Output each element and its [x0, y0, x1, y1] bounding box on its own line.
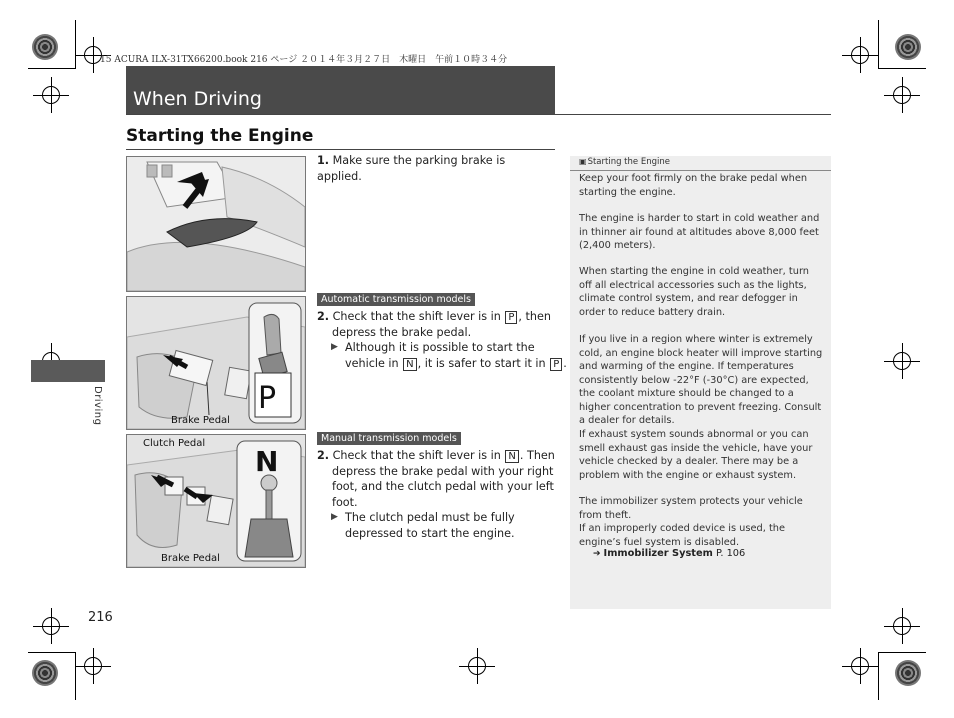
brake-pedal-label: Brake Pedal [161, 553, 220, 564]
manual-clutch-illustration [126, 434, 306, 568]
bullet-text: , it is safer to start it in [417, 356, 546, 370]
step-text: Make sure the parking brake is applied. [317, 154, 506, 183]
step-2-automatic [317, 309, 567, 340]
reference-arrow-icon: ➔ [593, 549, 601, 559]
crosshair-mark [851, 46, 869, 64]
gear-key-n: N [403, 358, 416, 371]
note-paragraph: The immobilizer system protects your vehicle from theft. [579, 496, 803, 521]
crosshair-mark [468, 657, 486, 675]
note-paragraph: If exhaust system sounds abnormal or you can smell exhaust gas inside the vehicle, have your vehicle checked by a dealer. There may be a problem with the engine or exhaust system. [579, 429, 813, 481]
registration-rosette-bottom-right [895, 660, 921, 686]
parking-brake-drawing [127, 157, 305, 291]
note-paragraph: If you live in a region where winter is extremely cold, an engine block heater will improve starting and warming of the engine. If temperatures consistently below -22°F (-30°C) are expected, the coolant mixture should be changed to a higher concentration to prevent freezing. Consult a dealer for details. [579, 334, 823, 426]
step-1 [317, 153, 552, 184]
registration-rosette-top-right [895, 34, 921, 60]
automatic-pedal-drawing [127, 297, 305, 429]
note-paragraph: The engine is harder to start in cold weather and in thinner air found at altitudes above 8,000 feet (2,400 meters). [579, 213, 820, 251]
step-number: 2. [317, 449, 330, 462]
manual-models-tag: Manual transmission models [317, 432, 461, 445]
crosshair-mark [851, 657, 869, 675]
registration-rosette-top-left [32, 34, 58, 60]
crosshair-mark [893, 352, 911, 370]
gear-key-p: P [550, 358, 562, 371]
header-rule [126, 114, 831, 115]
step-text: Check that the shift lever is in [332, 310, 501, 323]
crosshair-mark [893, 617, 911, 635]
step-2-manual [317, 448, 567, 510]
gear-key-p: P [505, 311, 517, 324]
gear-n-indicator: N [255, 445, 279, 478]
crosshair-mark [42, 617, 60, 635]
note-paragraph: If an improperly coded device is used, the engine’s fuel system is disabled. [579, 523, 786, 548]
step-number: 2. [317, 310, 330, 323]
chapter-side-label: Driving [92, 386, 103, 426]
bullet-text: . [563, 356, 567, 370]
crosshair-mark [893, 86, 911, 104]
crosshair-mark [42, 86, 60, 104]
parking-brake-illustration [126, 156, 306, 292]
registration-rosette-bottom-left [32, 660, 58, 686]
crosshair-mark [84, 657, 102, 675]
print-info: 15 ACURA ILX-31TX66200.book 216 ページ ２０１４年３月２７日 木曜日 午前１０時３４分 [100, 55, 508, 65]
section-rule [126, 149, 555, 150]
step-text: Check that the shift lever is in [332, 449, 501, 462]
manual-note-bullet: ▶ The clutch pedal must be fully depressed to start the engine. [331, 510, 567, 541]
clutch-pedal-label: Clutch Pedal [143, 438, 206, 449]
gear-key-n: N [505, 450, 518, 463]
chapter-side-tab [31, 360, 105, 382]
note-paragraph: When starting the engine in cold weather, turn off all electrical accessories such as the lights, climate control system, and rear defogger in order to reduce battery drain. [579, 266, 810, 318]
reference-page: P. 106 [715, 548, 746, 559]
section-title: Starting the Engine [126, 126, 314, 146]
chapter-title: When Driving [133, 88, 262, 110]
immobilizer-reference-link[interactable] [593, 548, 745, 559]
automatic-note-bullet [331, 340, 567, 371]
step-number: 1. [317, 154, 330, 167]
automatic-models-tag: Automatic transmission models [317, 293, 475, 306]
note-paragraph: Keep your foot firmly on the brake pedal when starting the engine. [579, 173, 808, 198]
page-number: 216 [88, 610, 113, 625]
reference-title: Immobilizer System [603, 548, 713, 559]
step-text: , then depress the brake pedal. [332, 310, 551, 339]
automatic-brake-illustration [126, 296, 306, 430]
note-heading: ▣ Starting the Engine [579, 157, 670, 167]
step-text: . Then depress the brake pedal with your right foot, and the clutch pedal with your left foot. [332, 449, 555, 509]
bullet-text: Although it is possible to start the vehicle in [345, 341, 535, 370]
brake-pedal-label: Brake Pedal [171, 415, 230, 426]
gear-p-indicator: P [258, 381, 277, 416]
